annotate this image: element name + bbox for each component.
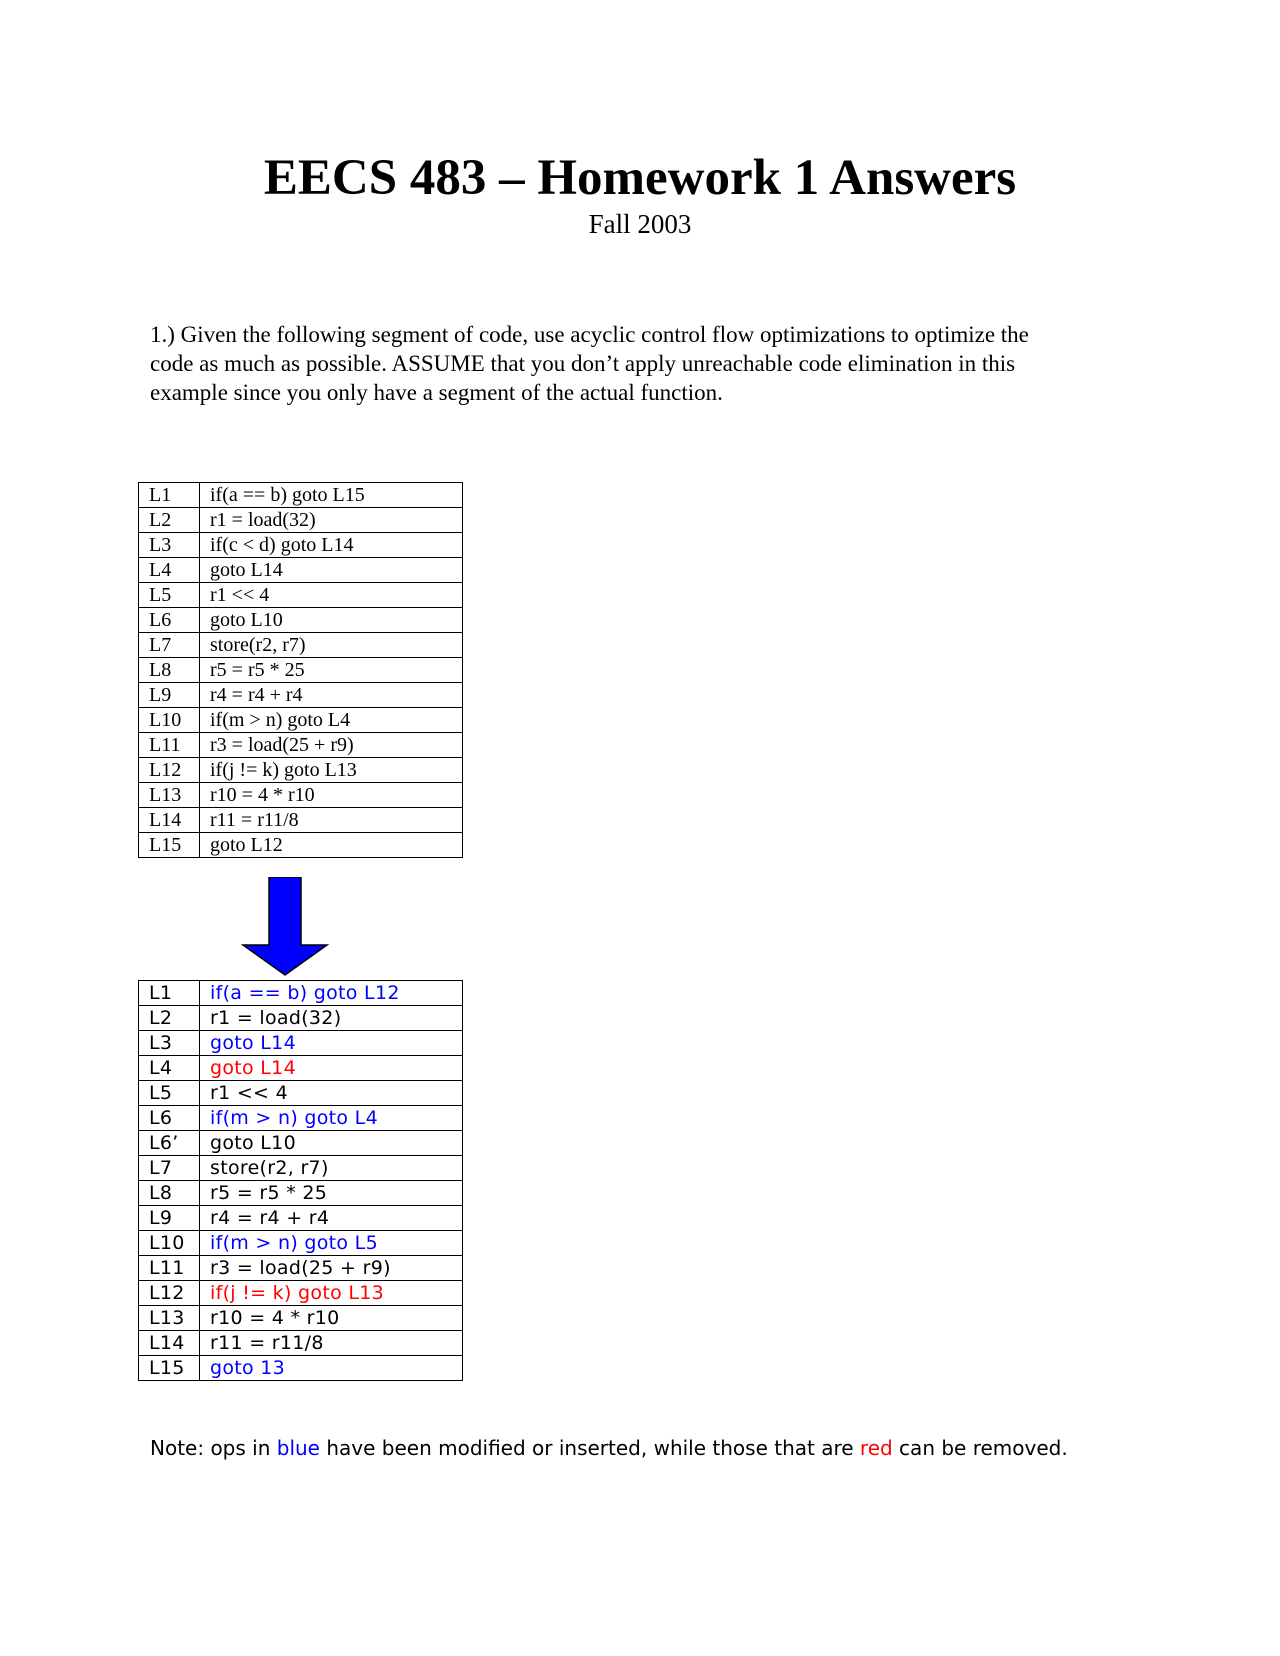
code-row xyxy=(139,1081,463,1106)
line-label: L8 xyxy=(139,658,200,683)
code-statement: goto 13 xyxy=(200,1356,463,1381)
line-label: L2 xyxy=(139,508,200,533)
line-label: L3 xyxy=(139,1031,200,1056)
code-statement: goto L10 xyxy=(200,1131,463,1156)
line-label: L4 xyxy=(139,558,200,583)
code-row xyxy=(139,658,463,683)
question-line: example since you only have a segment of the actual function. xyxy=(150,380,723,405)
code-row xyxy=(139,1006,463,1031)
code-row xyxy=(139,708,463,733)
line-label: L8 xyxy=(139,1181,200,1206)
code-row xyxy=(139,1356,463,1381)
code-statement: r1 << 4 xyxy=(200,1081,463,1106)
code-statement: r1 = load(32) xyxy=(200,508,463,533)
code-statement: r10 = 4 * r10 xyxy=(200,1306,463,1331)
line-label: L14 xyxy=(139,1331,200,1356)
question-line: 1.) Given the following segment of code, use acyclic control flow optimizations to optimize the xyxy=(150,322,1029,347)
note-blue-word: blue xyxy=(276,1436,320,1460)
code-row xyxy=(139,1031,463,1056)
code-row xyxy=(139,1106,463,1131)
code-statement: r3 = load(25 + r9) xyxy=(200,733,463,758)
code-row xyxy=(139,483,463,508)
code-statement: if(a == b) goto L12 xyxy=(200,981,463,1006)
line-label: L10 xyxy=(139,708,200,733)
code-statement: goto L10 xyxy=(200,608,463,633)
original-code-table xyxy=(138,482,463,858)
line-label: L2 xyxy=(139,1006,200,1031)
page-subtitle: Fall 2003 xyxy=(588,209,692,239)
code-row xyxy=(139,981,463,1006)
line-label: L14 xyxy=(139,808,200,833)
code-statement: if(a == b) goto L15 xyxy=(200,483,463,508)
question-text xyxy=(150,320,1130,407)
line-label: L5 xyxy=(139,583,200,608)
note-prefix: Note: ops in xyxy=(150,1436,277,1460)
line-label: L15 xyxy=(139,1356,200,1381)
code-statement: r1 << 4 xyxy=(200,583,463,608)
code-statement: if(j != k) goto L13 xyxy=(200,758,463,783)
code-row xyxy=(139,1206,463,1231)
code-row xyxy=(139,1231,463,1256)
code-statement: goto L14 xyxy=(200,1031,463,1056)
code-row xyxy=(139,833,463,858)
line-label: L11 xyxy=(139,1256,200,1281)
note-middle: have been modified or inserted, while those that are xyxy=(319,1436,860,1460)
line-label: L1 xyxy=(139,483,200,508)
down-arrow-icon xyxy=(232,877,332,977)
code-statement: r3 = load(25 + r9) xyxy=(200,1256,463,1281)
legend-note xyxy=(150,1434,1068,1462)
code-statement: if(j != k) goto L13 xyxy=(200,1281,463,1306)
code-statement: r5 = r5 * 25 xyxy=(200,1181,463,1206)
code-statement: if(m > n) goto L4 xyxy=(200,708,463,733)
code-row xyxy=(139,683,463,708)
code-statement: if(c < d) goto L14 xyxy=(200,533,463,558)
code-statement: r5 = r5 * 25 xyxy=(200,658,463,683)
code-statement: r4 = r4 + r4 xyxy=(200,1206,463,1231)
line-label: L4 xyxy=(139,1056,200,1081)
page-title: EECS 483 – Homework 1 Answers xyxy=(263,150,1017,206)
note-red-word: red xyxy=(859,1436,893,1460)
code-row xyxy=(139,1306,463,1331)
line-label: L6 xyxy=(139,1106,200,1131)
code-row xyxy=(139,733,463,758)
code-row xyxy=(139,758,463,783)
line-label: L9 xyxy=(139,1206,200,1231)
code-row xyxy=(139,583,463,608)
line-label: L7 xyxy=(139,1156,200,1181)
line-label: L13 xyxy=(139,783,200,808)
code-row xyxy=(139,783,463,808)
code-row xyxy=(139,558,463,583)
code-row xyxy=(139,1331,463,1356)
code-statement: goto L12 xyxy=(200,833,463,858)
code-statement: goto L14 xyxy=(200,1056,463,1081)
code-row xyxy=(139,533,463,558)
line-label: L11 xyxy=(139,733,200,758)
line-label: L10 xyxy=(139,1231,200,1256)
code-row xyxy=(139,1131,463,1156)
note-suffix: can be removed. xyxy=(892,1436,1068,1460)
line-label: L7 xyxy=(139,633,200,658)
code-statement: if(m > n) goto L5 xyxy=(200,1231,463,1256)
code-statement: r11 = r11/8 xyxy=(200,1331,463,1356)
line-label: L9 xyxy=(139,683,200,708)
code-statement: r1 = load(32) xyxy=(200,1006,463,1031)
code-row xyxy=(139,1056,463,1081)
line-label: L1 xyxy=(139,981,200,1006)
code-row xyxy=(139,1156,463,1181)
code-statement: store(r2, r7) xyxy=(200,633,463,658)
line-label: L3 xyxy=(139,533,200,558)
code-row xyxy=(139,608,463,633)
code-row xyxy=(139,808,463,833)
line-label: L15 xyxy=(139,833,200,858)
optimized-code-table xyxy=(138,980,463,1381)
line-label: L6’ xyxy=(139,1131,200,1156)
code-statement: r11 = r11/8 xyxy=(200,808,463,833)
code-row xyxy=(139,633,463,658)
code-row xyxy=(139,1281,463,1306)
code-statement: store(r2, r7) xyxy=(200,1156,463,1181)
code-row xyxy=(139,1181,463,1206)
line-label: L6 xyxy=(139,608,200,633)
line-label: L13 xyxy=(139,1306,200,1331)
code-statement: if(m > n) goto L4 xyxy=(200,1106,463,1131)
code-row xyxy=(139,1256,463,1281)
line-label: L12 xyxy=(139,1281,200,1306)
question-line: code as much as possible. ASSUME that you don’t apply unreachable code elimination in this xyxy=(150,351,1016,376)
code-row xyxy=(139,508,463,533)
line-label: L5 xyxy=(139,1081,200,1106)
code-statement: r10 = 4 * r10 xyxy=(200,783,463,808)
code-statement: r4 = r4 + r4 xyxy=(200,683,463,708)
line-label: L12 xyxy=(139,758,200,783)
code-statement: goto L14 xyxy=(200,558,463,583)
